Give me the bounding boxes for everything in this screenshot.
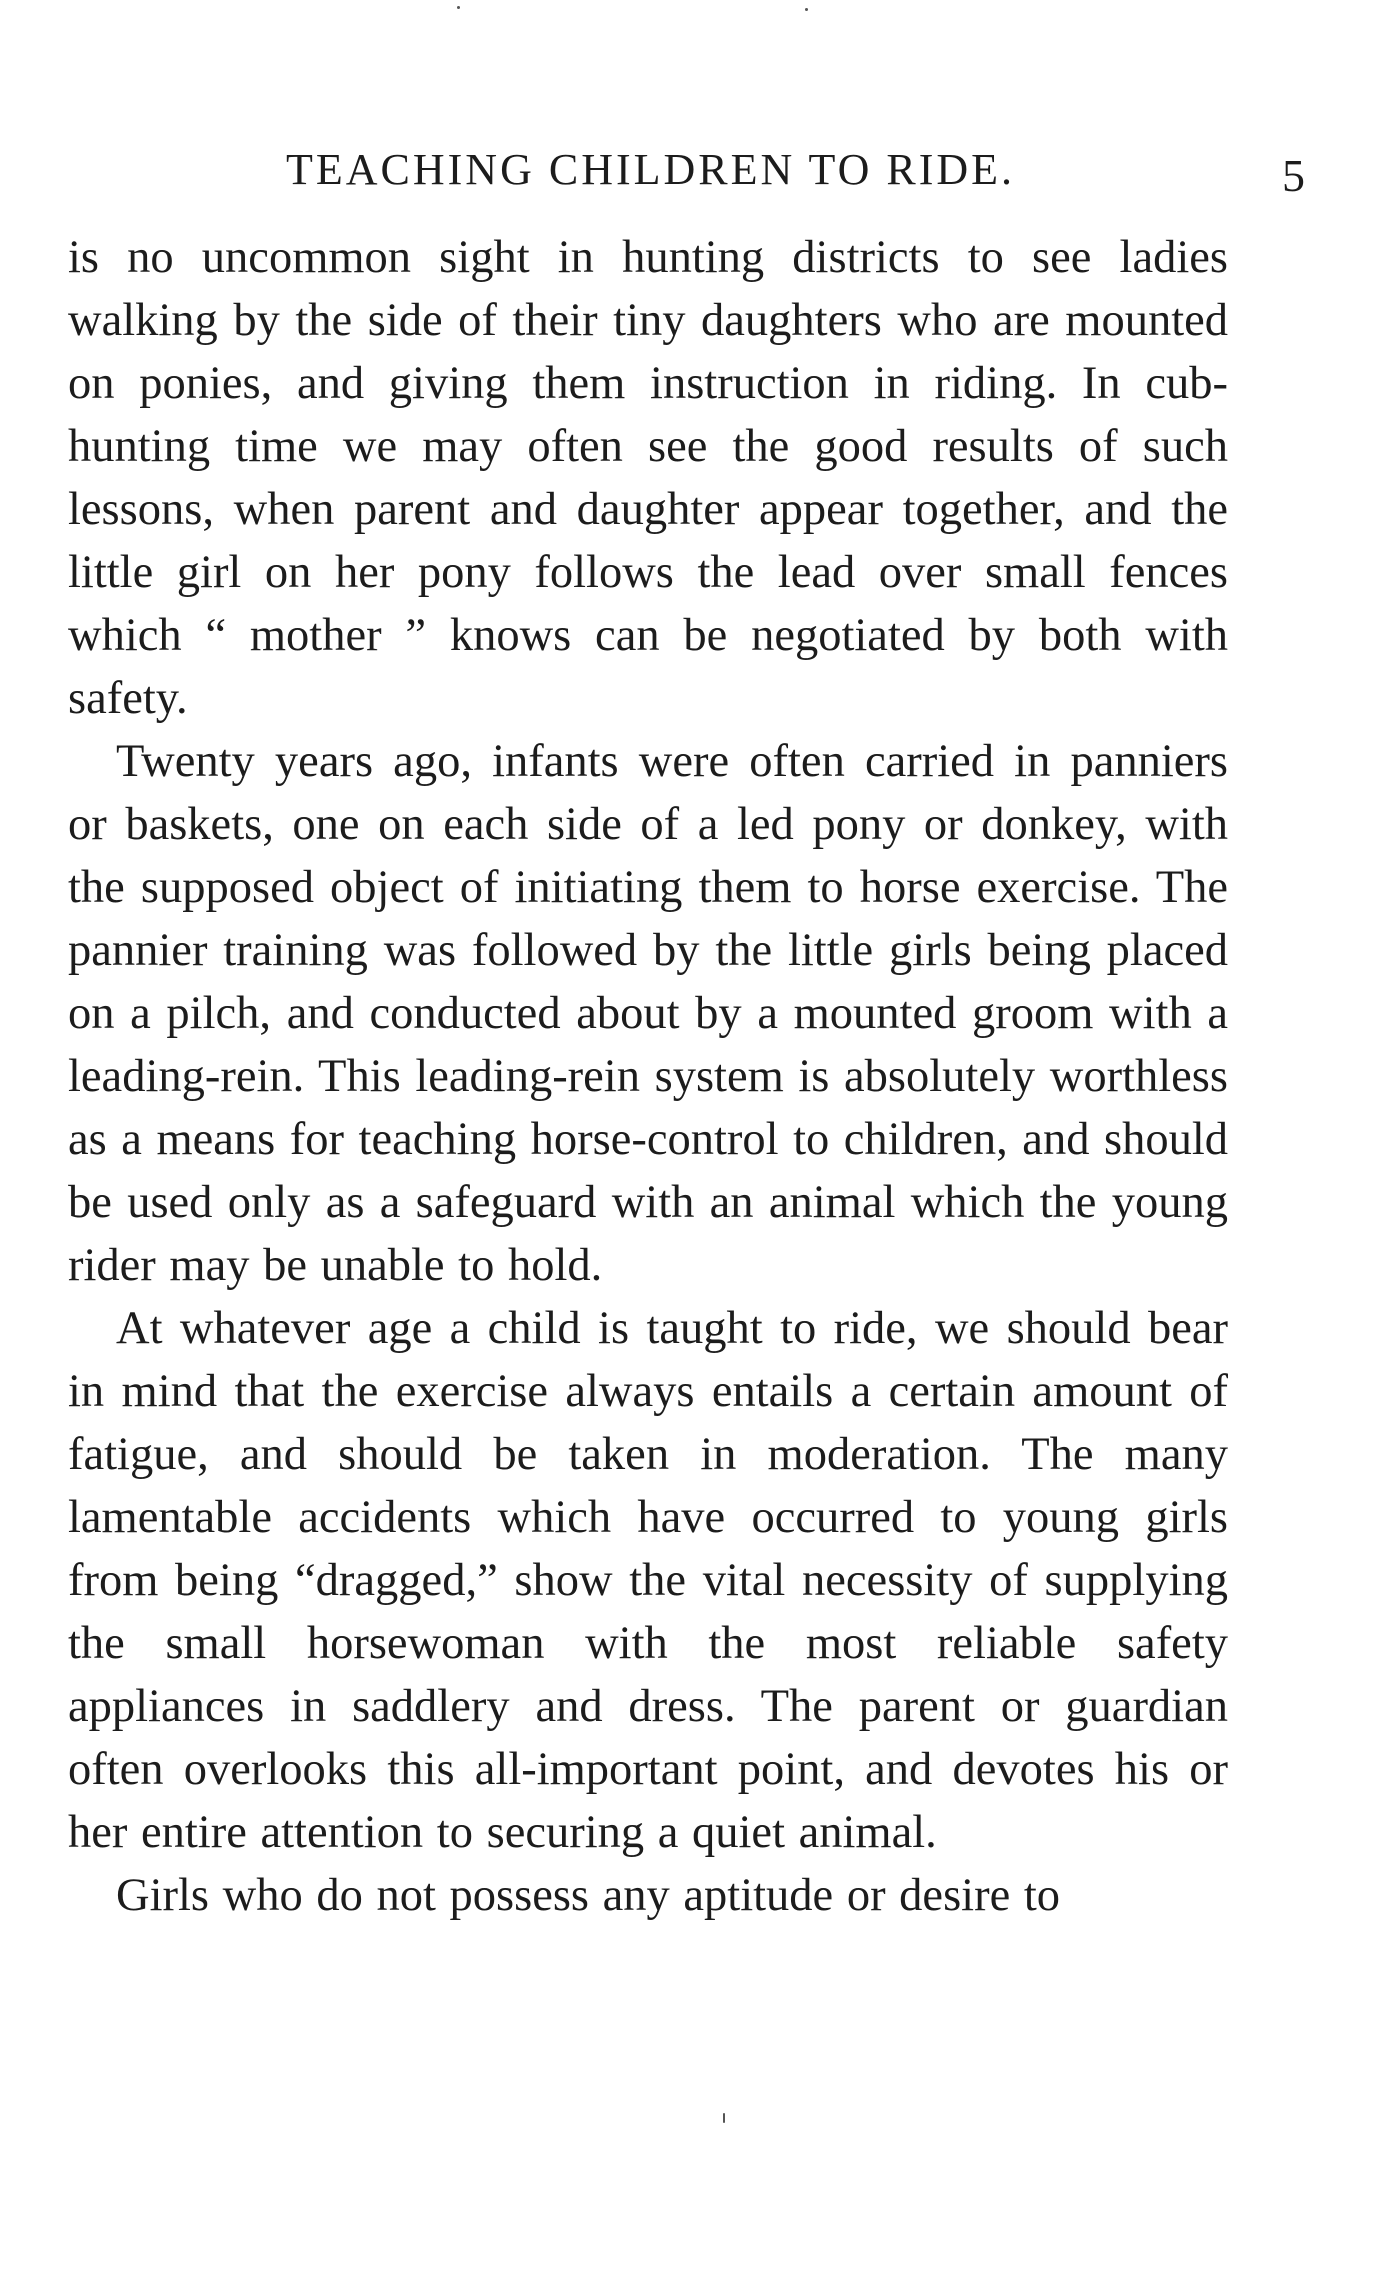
- body-text: [68, 226, 1228, 1927]
- ink-speck: [457, 6, 460, 9]
- paragraph: Twenty years ago, infants were often carried in panniers or baskets, one on each side of a led pony or donkey, with the supposed object of initiating them to horse exercise. The pannier training was followed by the little girls being placed on a pilch, and conducted about by a mounted groom with a leading-rein. This leading-rein system is absolutely worthless as a means for teaching horse-control to children, and should be used only as a safeguard with an animal which the young rider may be unable to hold.: [68, 736, 1228, 1291]
- running-title: TEACHING CHILDREN TO RIDE.: [286, 145, 1015, 194]
- paragraph: Girls who do not possess any aptitude or desire to: [116, 1870, 1061, 1921]
- paragraph: is no uncommon sight in hunting districts to see ladies walking by the side of their tiny daughters who are mounted on ponies, and giving them instruction in riding. In cub-hunting time we may often see the good results of such lessons, when parent and daughter appear together, and the little girl on her pony follows the lead over small fences which “ mother ” knows can be negotiated by both with safety.: [68, 232, 1228, 724]
- page-number: 5: [1282, 150, 1305, 201]
- page-header: [68, 140, 1305, 201]
- paragraph: At whatever age a child is taught to ride, we should bear in mind that the exercise always entails a certain amount of fatigue, and should be taken in moderation. The many lamentable accidents which have occurred to young girls from being “dragged,” show the vital necessity of supplying the small horsewoman with the most reliable safety appliances in saddlery and dress. The parent or guardian often overlooks this all-important point, and devotes his or her entire attention to securing a quiet animal.: [68, 1303, 1228, 1858]
- ink-speck: [723, 2113, 725, 2123]
- ink-speck: [805, 8, 808, 11]
